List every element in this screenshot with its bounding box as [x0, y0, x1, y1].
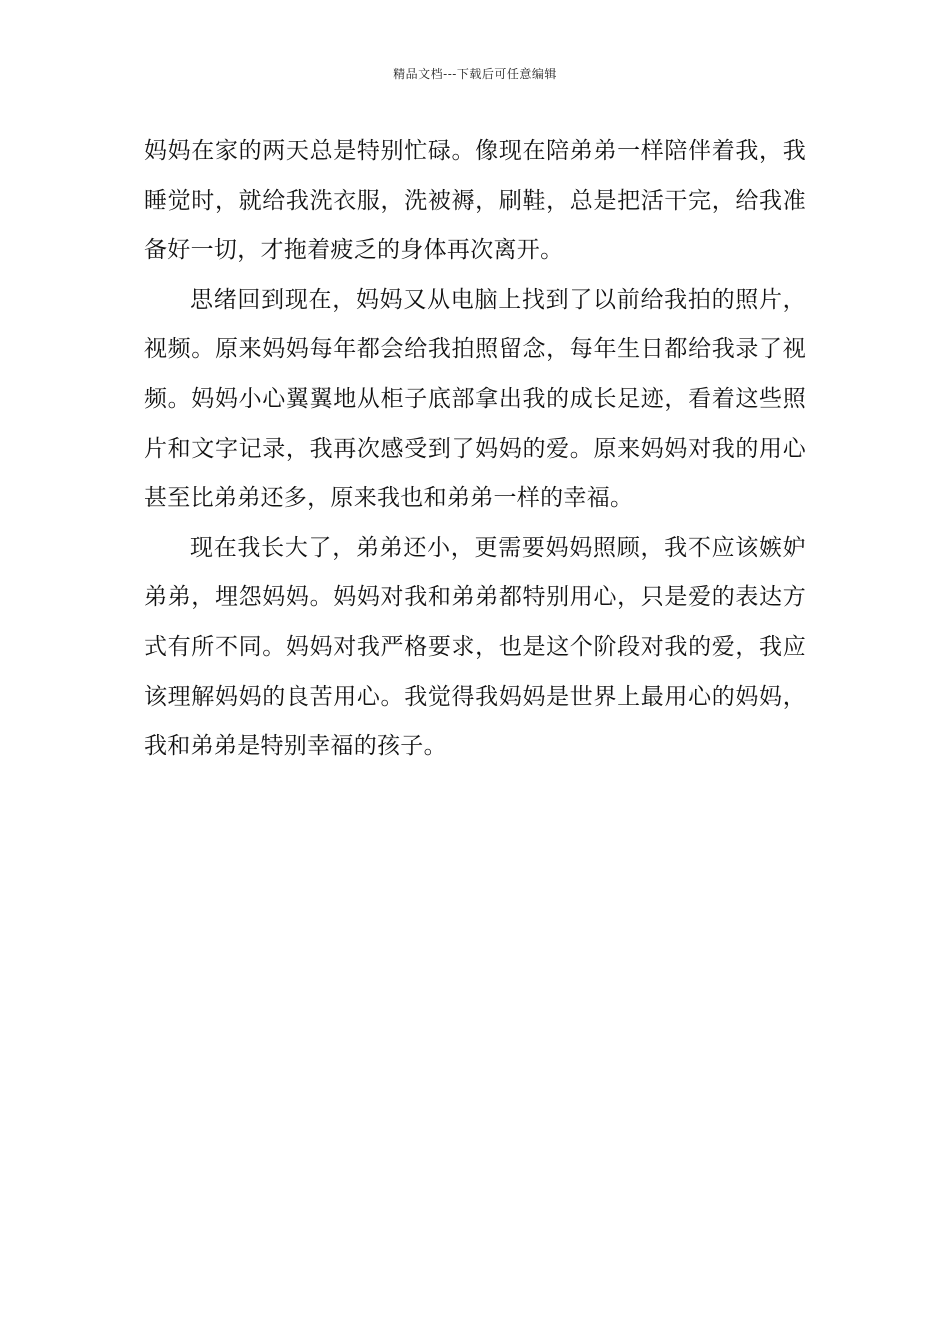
page-header: 精品文档---下载后可任意编辑 [393, 67, 557, 81]
paragraph: 现在我长大了，弟弟还小，更需要妈妈照顾，我不应该嫉妒弟弟，埋怨妈妈。妈妈对我和弟弟都特别用心，只是爱的表达方式有所不同。妈妈对我严格要求，也是这个阶段对我的爱，我应该理解妈妈的良苦用心。我觉得我妈妈是世界上最用心的妈妈，我和弟弟是特别幸福的孩子。 [144, 534, 806, 760]
paragraph: 妈妈在家的两天总是特别忙碌。像现在陪弟弟一样陪伴着我，我睡觉时，就给我洗衣服，洗被褥，刷鞋，总是把活干完，给我准备好一切，才拖着疲乏的身体再次离开。 [144, 138, 806, 264]
paragraph: 思绪回到现在，妈妈又从电脑上找到了以前给我拍的照片，视频。原来妈妈每年都会给我拍照留念，每年生日都给我录了视频。妈妈小心翼翼地从柜子底部拿出我的成长足迹，看着这些照片和文字记录，我再次感受到了妈妈的爱。原来妈妈对我的用心甚至比弟弟还多，原来我也和弟弟一样的幸福。 [144, 286, 806, 512]
document-body [144, 127, 806, 772]
